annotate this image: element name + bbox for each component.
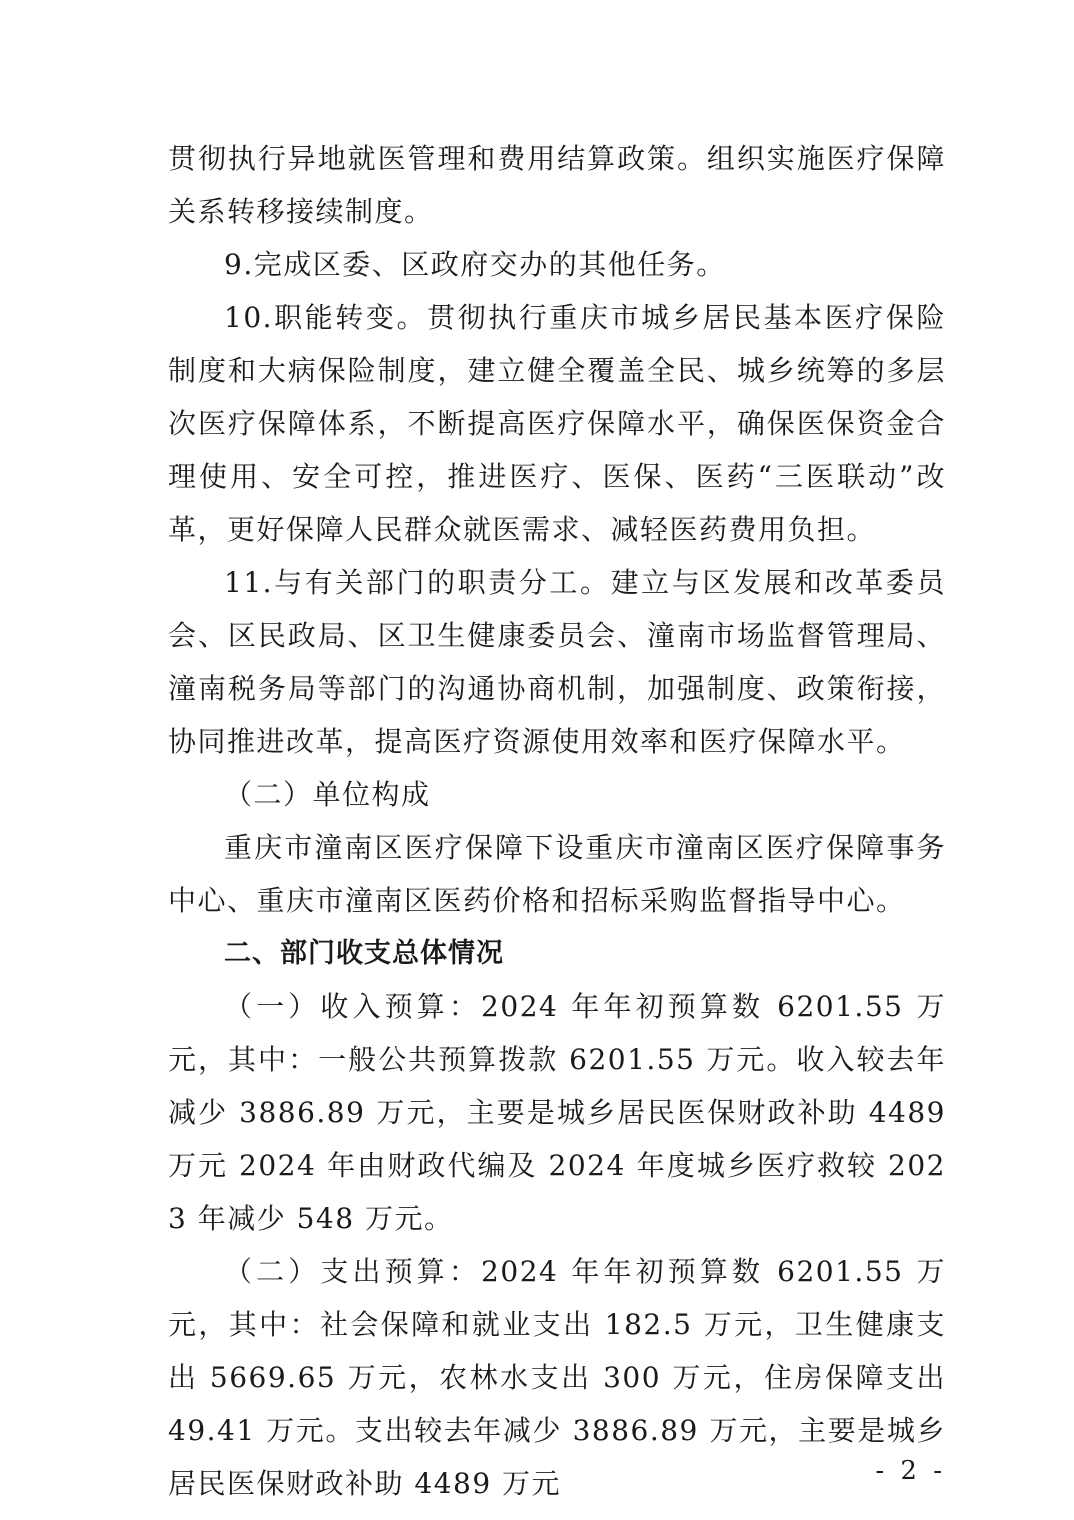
- paragraph-item-10: 10.职能转变。贯彻执行重庆市城乡居民基本医疗保险制度和大病保险制度，建立健全覆盖全民、城乡统筹的多层次医疗保障体系，不断提高医疗保障水平，确保医保资金合理使用、安全可控，推进医疗、医保、医药“三医联动”改革，更好保障人民群众就医需求、减轻医药费用负担。: [168, 301, 946, 546]
- paragraph-expenditure-budget: （二）支出预算：2024 年年初预算数 6201.55 万元，其中：社会保障和就业支出 182.5 万元，卫生健康支出 5669.65 万元，农林水支出 300 万元，住房保障支出 49.41 万元。支出较去年减少 3886.89 万元，主要是城乡居民医保财政补助 4489 万元: [168, 1255, 946, 1500]
- paragraph-item-11: 11.与有关部门的职责分工。建立与区发展和改革委员会、区民政局、区卫生健康委员会、潼南市场监督管理局、潼南税务局等部门的沟通协商机制，加强制度、政策衔接，协同推进改革，提高医疗资源使用效率和医疗保障水平。: [168, 566, 946, 758]
- paragraph-item-9: 9.完成区委、区政府交办的其他任务。: [224, 248, 726, 281]
- document-page-body: [168, 132, 946, 1510]
- paragraph-medical-settlement: 贯彻执行异地就医管理和费用结算政策。组织实施医疗保障关系转移接续制度。: [168, 142, 946, 228]
- section-heading-revenue-expenditure: 二、部门收支总体情况: [224, 938, 504, 969]
- paragraph-income-budget: （一）收入预算：2024 年年初预算数 6201.55 万元，其中：一般公共预算拨款 6201.55 万元。收入较去年减少 3886.89 万元，主要是城乡居民医保财政补助 4489 万元 2024 年由财政代编及 2024 年度城乡医疗救较 2023 年减少 548 万元。: [168, 990, 946, 1235]
- paragraph-unit-composition: 重庆市潼南区医疗保障下设重庆市潼南区医疗保障事务中心、重庆市潼南区医药价格和招标采购监督指导中心。: [168, 831, 946, 917]
- subheading-unit-composition: （二）单位构成: [224, 778, 431, 811]
- page-number: - 2 -: [875, 1456, 946, 1486]
